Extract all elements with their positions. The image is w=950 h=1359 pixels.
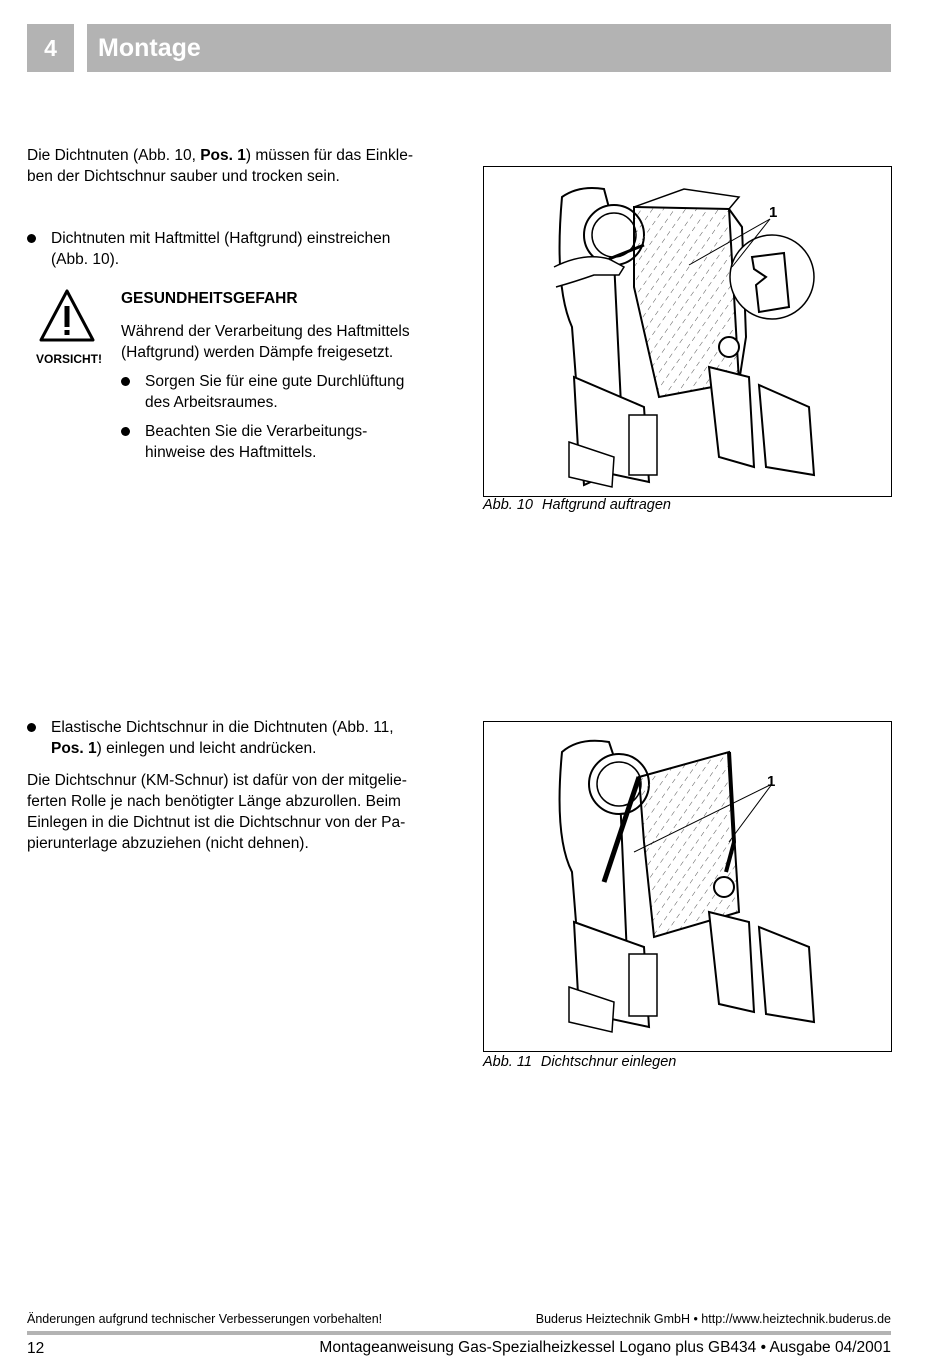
footer-company: Buderus Heiztechnik GmbH • http://www.heiztechnik.buderus.de (535, 1312, 891, 1326)
warning-text: Während der Verarbeitung des Haftmittels (Haftgrund) werden Dämpfe freigesetzt. (121, 323, 410, 361)
intro-paragraph: Die Dichtnuten (Abb. 10, Pos. 1) müssen für das Einkle- ben der Dichtschnur sauber und trocken sein. (27, 147, 413, 185)
figure-11-callout: 1 (767, 773, 776, 790)
figure-11-boiler-section-sealing-cord (483, 721, 892, 1052)
warning-heading: GESUNDHEITSGEFAHR (121, 290, 298, 307)
figure-11-caption: Abb. 11 Dichtschnur einlegen (483, 1054, 677, 1070)
warning-triangle-icon (38, 288, 96, 344)
chapter-number: 4 (27, 24, 74, 72)
bullet-icon (121, 377, 130, 386)
chapter-title: Montage (87, 24, 891, 72)
bullet-icon (27, 234, 36, 243)
page-number: 12 (27, 1340, 45, 1357)
sealing-cord-paragraph: Die Dichtschnur (KM-Schnur) ist dafür von der mitgelie- ferten Rolle je nach benötigter Länge abzurollen. Beim Einlegen in die Dichtnut ist die Dichtschnur von der Pa- pierunterlage abzuziehen (nicht dehnen). (27, 772, 407, 852)
figure-10-boiler-section-primer (483, 166, 892, 497)
warning-label: VORSICHT! (36, 352, 102, 366)
footer-divider (27, 1331, 891, 1335)
document-title: Montageanweisung Gas-Spezialheizkessel Logano plus GB434 • Ausgabe 04/2001 (319, 1339, 891, 1356)
figure-10-caption: Abb. 10 Haftgrund auftragen (483, 497, 671, 513)
figure-10-callout: 1 (769, 204, 778, 221)
footer-notice: Änderungen aufgrund technischer Verbesserungen vorbehalten! (27, 1312, 383, 1326)
bullet-icon (121, 427, 130, 436)
bullet-icon (27, 723, 36, 732)
